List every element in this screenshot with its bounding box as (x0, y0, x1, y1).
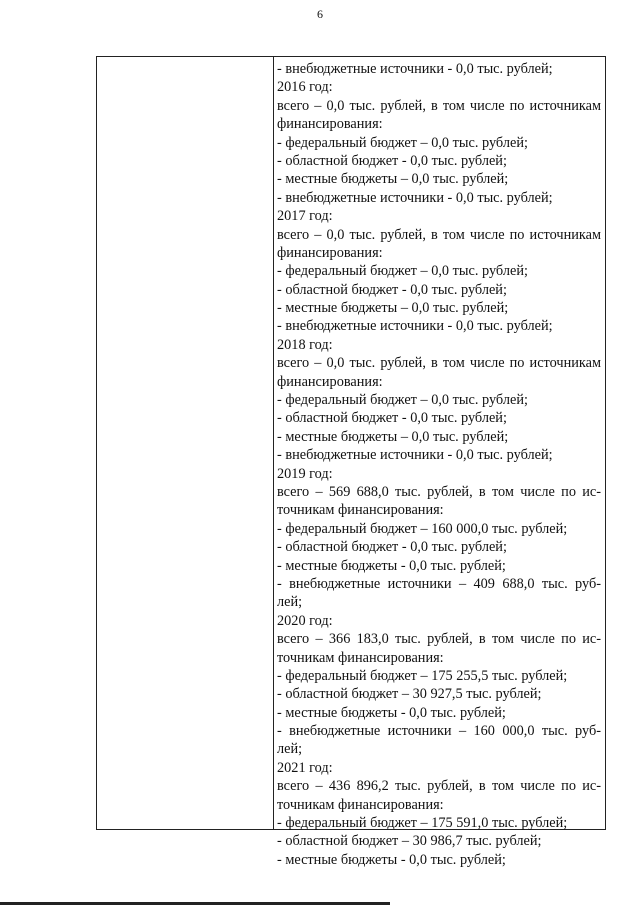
text-line: - федеральный бюджет – 175 255,5 тыс. рублей; (277, 667, 568, 684)
text-line: - федеральный бюджет – 0,0 тыс. рублей; (277, 134, 528, 151)
text-line: точникам финансирования: (277, 796, 444, 813)
text-line: 2018 год: (277, 336, 333, 353)
text-line: - внебюджетные источники - 0,0 тыс. рублей; (277, 189, 553, 206)
text-line: 2020 год: (277, 612, 333, 629)
text-line: финансирования: (277, 116, 383, 133)
text-line: - местные бюджеты - 0,0 тыс. рублей; (277, 851, 506, 868)
text-line: всего – 366 183,0 тыс. рублей, в том числе по ис- (277, 631, 601, 648)
page-number: 6 (317, 7, 323, 21)
text-line: - федеральный бюджет – 175 591,0 тыс. рублей; (277, 815, 568, 832)
text-line: - областной бюджет - 0,0 тыс. рублей; (277, 539, 507, 556)
text-line: - внебюджетные источники - 0,0 тыс. рублей; (277, 61, 553, 77)
text-line: всего – 569 688,0 тыс. рублей, в том числе по ис- (277, 483, 601, 500)
text-line: - внебюджетные источники - 0,0 тыс. рублей; (277, 318, 553, 335)
text-line: финансирования: (277, 244, 383, 261)
text-line: - местные бюджеты – 0,0 тыс. рублей; (277, 428, 509, 445)
text-line: точникам финансирования: (277, 649, 444, 666)
text-line: лей; (277, 741, 303, 758)
text-line: 2016 год: (277, 79, 333, 96)
text-line: - федеральный бюджет – 0,0 тыс. рублей; (277, 392, 528, 409)
text-line: всего – 0,0 тыс. рублей, в том числе по источникам (277, 355, 601, 372)
text-line: всего – 436 896,2 тыс. рублей, в том числе по ис- (277, 778, 601, 795)
text-line: - внебюджетные источники – 160 000,0 тыс. руб- (277, 723, 601, 740)
text-line: - областной бюджет – 30 927,5 тыс. рублей; (277, 686, 542, 703)
text-line: лей; (277, 594, 303, 611)
text-line: финансирования: (277, 373, 383, 390)
text-line: - внебюджетные источники – 409 688,0 тыс. руб- (277, 575, 601, 592)
text-line: - местные бюджеты – 0,0 тыс. рублей; (277, 171, 509, 188)
text-line: - областной бюджет – 30 986,7 тыс. рублей; (277, 833, 542, 850)
text-line: - областной бюджет - 0,0 тыс. рублей; (277, 410, 507, 427)
table-right-column (274, 57, 605, 868)
text-line: - федеральный бюджет – 0,0 тыс. рублей; (277, 263, 528, 280)
text-line: - областной бюджет - 0,0 тыс. рублей; (277, 152, 507, 169)
text-line: - местные бюджеты – 0,0 тыс. рублей; (277, 300, 509, 317)
text-line: - федеральный бюджет – 160 000,0 тыс. рублей; (277, 520, 568, 537)
text-line: 2017 год: (277, 208, 333, 225)
text-line: - местные бюджеты - 0,0 тыс. рублей; (277, 704, 506, 721)
table-left-column (97, 57, 274, 829)
text-line: - внебюджетные источники - 0,0 тыс. рублей; (277, 447, 553, 464)
text-line: всего – 0,0 тыс. рублей, в том числе по источникам (277, 226, 601, 243)
text-line: точникам финансирования: (277, 502, 444, 519)
text-line: - местные бюджеты - 0,0 тыс. рублей; (277, 557, 506, 574)
text-line: 2021 год: (277, 759, 333, 776)
text-line: всего – 0,0 тыс. рублей, в том числе по источникам (277, 97, 601, 114)
text-line: - областной бюджет - 0,0 тыс. рублей; (277, 281, 507, 298)
funding-table (96, 56, 606, 868)
text-line: 2019 год: (277, 465, 333, 482)
